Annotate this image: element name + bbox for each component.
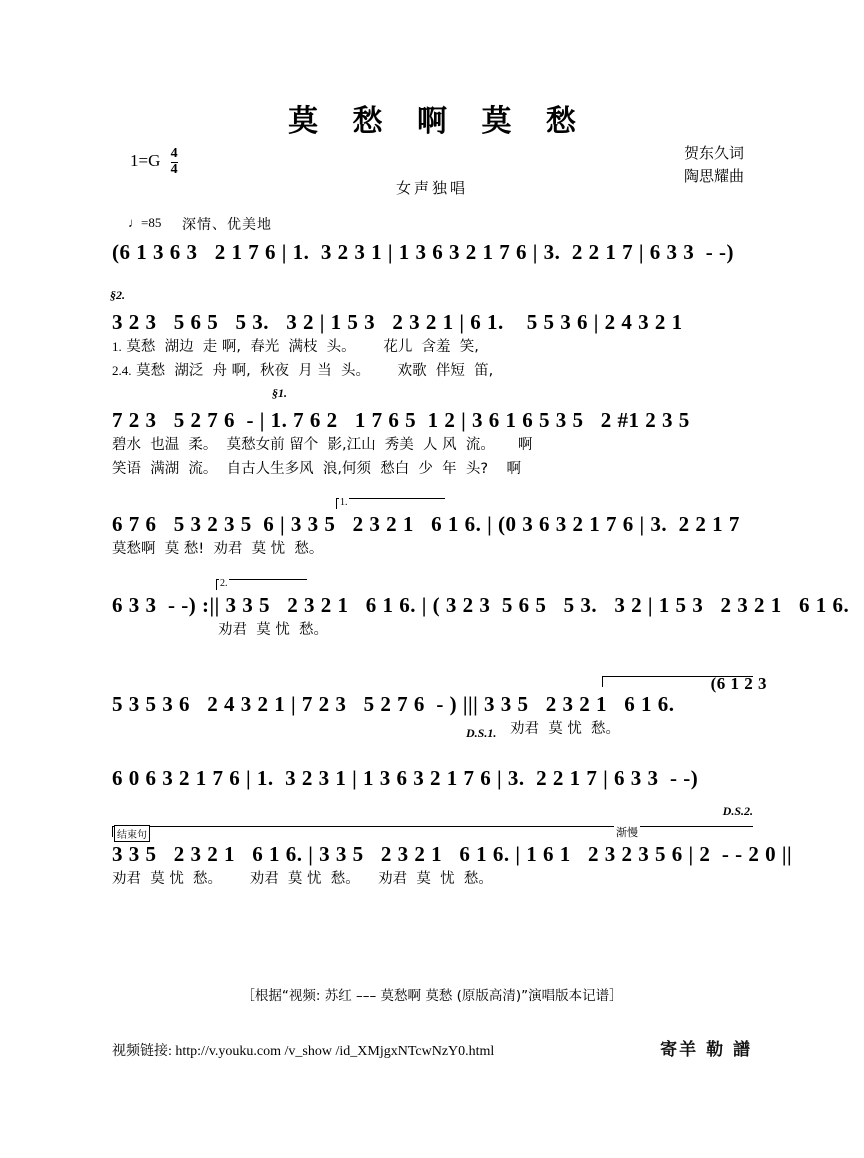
expression-marking: 深情、优美地 <box>182 217 272 233</box>
music-system-1 <box>112 240 757 264</box>
pickup-notation: (6 1 2 3 <box>710 674 767 693</box>
time-signature-denominator: 4 <box>170 161 178 177</box>
ds2-marker: D.S.2. <box>722 804 753 818</box>
first-ending-bracket <box>336 498 445 509</box>
coda-label: 结束句 <box>114 825 150 842</box>
source-note: ［根据“视频: 苏红 ––– 莫愁啊 莫愁 (原版高清)”演唱版本记谱］ <box>241 988 623 1004</box>
time-signature-numerator: 4 <box>170 146 178 161</box>
lyric-text: 莫愁 湖泛 舟 啊, 秋夜 月 当 头。 欢歌 伴短 笛, <box>136 363 494 380</box>
lyricist-credit: 贺东久词 <box>683 144 744 162</box>
lyric-line: 劝君 莫 忧 愁。 <box>510 721 621 738</box>
second-ending-bracket <box>216 579 307 590</box>
notation-line: (6 1 3 6 3 2 1 7 6 | 1. 3 2 3 1 | 1 3 6 3 2 1 7 6 | 3. 2 2 1 7 | 6 3 3 - -) <box>112 240 734 264</box>
notation-line: 6 0 6 3 2 1 7 6 | 1. 3 2 3 1 | 1 3 6 3 2 1 7 6 | 3. 2 2 1 7 | 6 3 3 - -) <box>112 766 699 790</box>
segno-marker-2: §2. <box>110 288 125 302</box>
lyric-line: 碧水 也温 柔。 莫愁女前 留个 影,江山 秀美 人 风 流。 啊 <box>112 437 533 454</box>
lyric-line: 莫愁啊 莫 愁! 劝君 莫 忧 愁。 <box>112 541 324 558</box>
lyric-line: 笑语 满湖 流。 自古人生多风 浪,何须 愁白 少 年 头? 啊 <box>112 461 521 478</box>
lyric-line <box>112 337 757 358</box>
voice-type: 女声独唱 <box>395 179 468 197</box>
verse-number: 2.4. <box>112 363 132 379</box>
notation-line: 3 3 5 2 3 2 1 6 1 6. | 3 3 5 2 3 2 1 6 1 6. | 1 6 1 2 3 2 3 5 6 | 2 - - 2 0 || <box>112 842 793 866</box>
notation-line: 6 7 6 5 3 2 3 5 6 | 3 3 5 2 3 2 1 6 1 6. | (0 3 6 3 2 1 7 6 | 3. 2 2 1 7 <box>112 512 740 536</box>
music-system-7 <box>112 766 757 818</box>
lyric-line: 劝君 莫 忧 愁。 <box>218 622 329 639</box>
page-title: 莫 愁 啊 莫 愁 <box>288 104 588 139</box>
tempo-marking: ♩=85 <box>128 215 162 230</box>
ds1-marker: D.S.1. <box>466 726 497 740</box>
segno-marker-1: §1. <box>272 386 287 400</box>
lyric-line: 劝君 莫 忧 愁。 劝君 莫 忧 愁。 劝君 莫 忧 愁。 <box>112 871 493 888</box>
music-system-6 <box>112 674 767 740</box>
verse-number: 1. <box>112 339 122 355</box>
rit-label: 渐慢 <box>616 826 638 839</box>
music-system-3 <box>112 386 757 480</box>
lyric-line <box>112 361 757 382</box>
music-system-2 <box>110 288 757 382</box>
key-signature-text: 1=G <box>130 151 161 171</box>
video-link[interactable]: 视频链接: http://v.youku.com /v_show /id_XMjgxNTcwNzY0.html <box>112 1044 495 1059</box>
lyric-text: 莫愁 湖边 走 啊, 春光 满枝 头。 花儿 含羞 笑, <box>126 339 479 356</box>
notation-line: 7 2 3 5 2 7 6 - | 1. 7 6 2 1 7 6 5 1 2 | 3 6 1 6 5 3 5 2 #1 2 3 5 <box>112 408 690 432</box>
key-signature <box>130 147 178 177</box>
notation-line: 5 3 5 3 6 2 4 3 2 1 | 7 2 3 5 2 7 6 - ) ||| 3 3 5 2 3 2 1 6 1 6. <box>112 692 675 716</box>
composer-credit: 陶思耀曲 <box>683 166 744 185</box>
final-section-bracket <box>112 826 753 837</box>
notation-line: 6 3 3 - -) :|| 3 3 5 2 3 2 1 6 1 6. | ( 3 2 3 5 6 5 5 3. 3 2 | 1 5 3 2 3 2 1 6 1 6. <box>112 593 850 617</box>
music-system-5 <box>112 578 850 641</box>
time-signature <box>171 147 178 177</box>
second-ending-label: 2. <box>220 578 228 589</box>
engraver-stamp: 寄羊 勒 譜 <box>660 1040 752 1060</box>
first-ending-label: 1. <box>340 497 348 508</box>
music-system-8 <box>112 826 793 890</box>
notation-line: 3 2 3 5 6 5 5 3. 3 2 | 1 5 3 2 3 2 1 | 6 1. 5 5 3 6 | 2 4 3 2 1 <box>112 310 683 334</box>
music-system-4 <box>112 497 757 560</box>
